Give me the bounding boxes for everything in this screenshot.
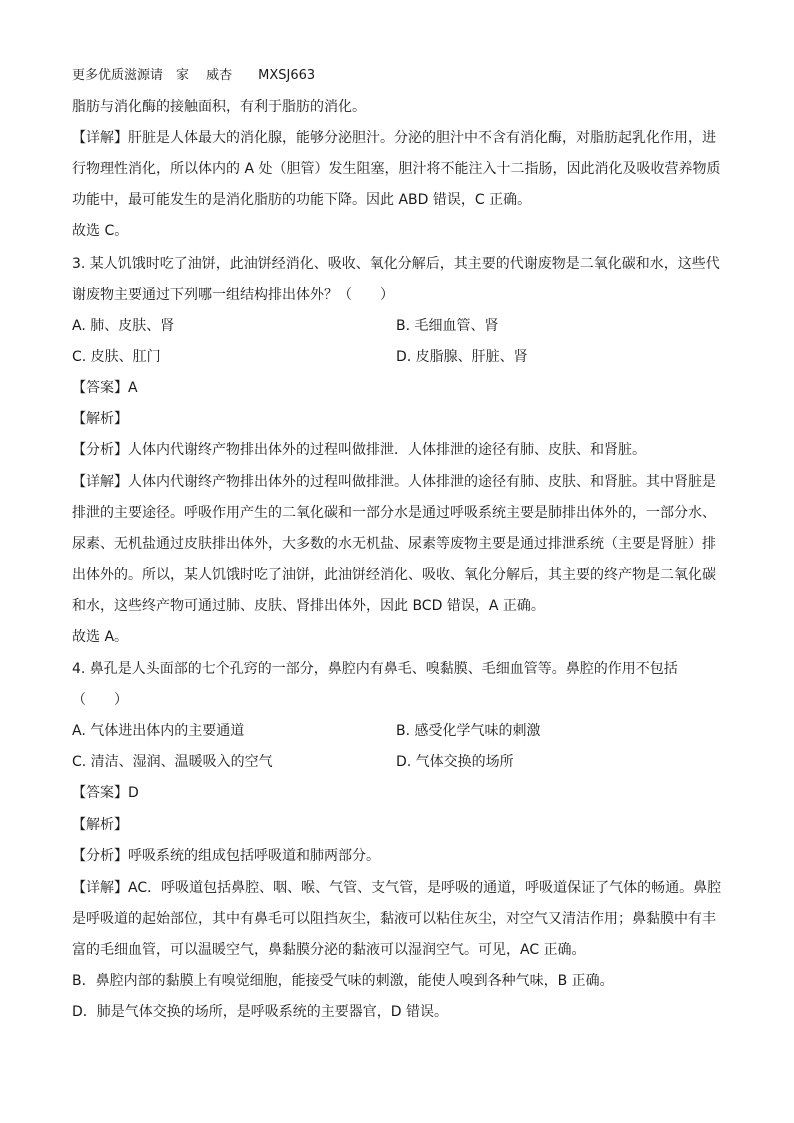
- q4-option-c: C. 清洁、湿润、温暖吸入的空气: [72, 754, 273, 770]
- text-line: 【详解】人体内代谢终产物排出体外的过程叫做排泄。人体排泄的途径有肺、皮肤、和肾脏。其中肾脏是: [72, 474, 716, 490]
- text-line: 行物理性消化，所以体内的 A 处（胆管）发生阻塞，胆汁将不能注入十二指肠，因此消化及吸收营养物质: [72, 161, 721, 177]
- text-line: D．肺是气体交换的场所，是呼吸系统的主要器官，D 错误。: [72, 1004, 449, 1020]
- text-line: 是呼吸道的起始部位，其中有鼻毛可以阻挡灰尘，黏液可以粘住灰尘，对空气又清洁作用；鼻黏膜中有丰: [72, 911, 716, 927]
- q4-option-d: D. 气体交换的场所: [396, 754, 514, 770]
- q3-option-d: D. 皮脂腺、肝脏、肾: [396, 349, 528, 365]
- q4-option-b: B. 感受化学气味的刺激: [396, 723, 541, 739]
- answer-label: 【答案】D: [72, 785, 139, 801]
- text-line: 【分析】呼吸系统的组成包括呼吸道和肺两部分。: [72, 848, 380, 864]
- q3-option-c: C. 皮肤、肛门: [72, 349, 161, 365]
- text-line: 【详解】AC．呼吸道包括鼻腔、咽、喉、气管、支气管，是呼吸的通道，呼吸道保证了气体的畅通。鼻腔: [72, 880, 722, 896]
- analysis-label: 【解析】: [72, 817, 128, 833]
- question-4-cont: （ ）: [72, 692, 128, 708]
- text-line: 【详解】肝脏是人体最大的消化腺，能够分泌胆汁。分泌的胆汁中不含有消化酶，对脂肪起乳化作用，进: [72, 130, 716, 146]
- text-line: 故选 A。: [72, 629, 129, 645]
- question-3-cont: 谢废物主要通过下列哪一组结构排出体外？（ ）: [72, 287, 394, 303]
- question-3: 3. 某人饥饿时吃了油饼，此油饼经消化、吸收、氧化分解后，其主要的代谢废物是二氧化碳和水，这些代: [72, 256, 720, 272]
- text-line: 功能中，最可能发生的是消化脂肪的功能下降。因此 ABD 错误，C 正确。: [72, 192, 532, 208]
- text-line: 尿素、无机盐通过皮肤排出体外，大多数的水无机盐、尿素等废物主要是通过排泄系统（主要是肾脏）排: [72, 536, 716, 552]
- text-line: 富的毛细血管，可以温暖空气，鼻黏膜分泌的黏液可以湿润空气。可见，AC 正确。: [72, 942, 586, 958]
- q4-option-a: A. 气体进出体内的主要通道: [72, 723, 245, 739]
- text-line: 和水，这些终产物可通过肺、皮肤、肾排出体外，因此 BCD 错误，A 正确。: [72, 598, 545, 614]
- q3-option-a: A. 肺、皮肤、肾: [72, 318, 175, 334]
- text-line: 排泄的主要途径。呼吸作用产生的二氧化碳和一部分水是通过呼吸系统主要是肺排出体外的，一部分水、: [72, 505, 716, 521]
- text-line: 【分析】人体内代谢终产物排出体外的过程叫做排泄．人体排泄的途径有肺、皮肤、和肾脏。: [72, 442, 646, 458]
- answer-label: 【答案】A: [72, 380, 138, 396]
- text-line: 出体外的。所以，某人饥饿时吃了油饼，此油饼经消化、吸收、氧化分解后，其主要的终产物是二氧化碳: [72, 567, 716, 583]
- text-line: B．鼻腔内部的黏膜上有嗅觉细胞，能接受气味的刺激，能使人嗅到各种气味，B 正确。: [72, 973, 614, 989]
- page-header: 更多优质滋源请 家 威杏 MXSJ663: [72, 68, 316, 83]
- question-4: 4. 鼻孔是人头面部的七个孔窍的一部分，鼻腔内有鼻毛、嗅黏膜、毛细血管等。鼻腔的作用不包括: [72, 661, 678, 677]
- analysis-label: 【解析】: [72, 411, 128, 427]
- q3-option-b: B. 毛细血管、肾: [396, 318, 499, 334]
- text-line: 脂肪与消化酶的接触面积，有利于脂肪的消化。: [72, 99, 366, 115]
- text-line: 故选 C。: [72, 223, 129, 239]
